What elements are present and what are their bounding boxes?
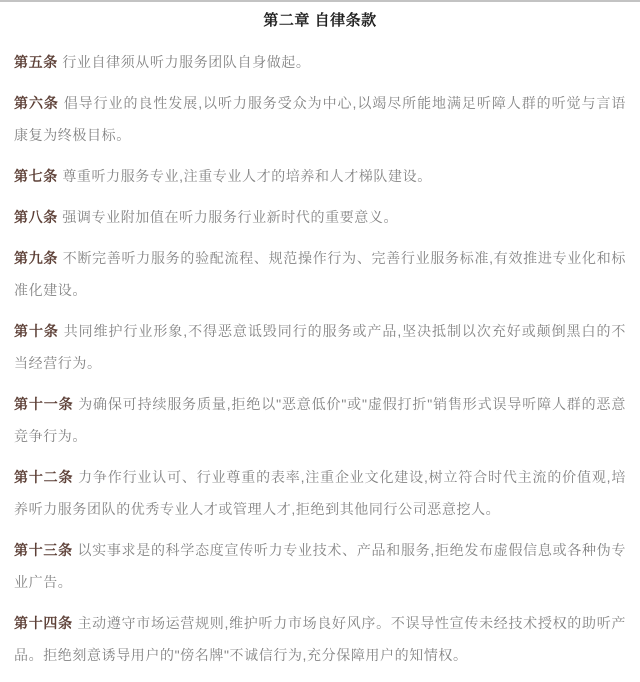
article-text: 共同维护行业形象,不得恶意诋毁同行的服务或产品,坚决抵制以次充好或颠倒黑白的不当经营行为。 [14, 323, 626, 371]
article-number: 第十四条 [14, 615, 73, 631]
article-text: 以实事求是的科学态度宣传听力专业技术、产品和服务,拒绝发布虚假信息或各种伪专业广告。 [14, 542, 627, 590]
article-item [14, 607, 626, 671]
article-item [14, 46, 626, 78]
article-text: 强调专业附加值在听力服务行业新时代的重要意义。 [62, 209, 399, 225]
article-text: 主动遵守市场运营规则,维护听力市场良好风序。不误导性宣传未经技术授权的助听产品。拒绝刻意诱导用户的"傍名牌"不诚信行为,充分保障用户的知情权。 [14, 615, 627, 663]
article-number: 第五条 [14, 54, 58, 70]
article-text: 倡导行业的良性发展,以听力服务受众为中心,以竭尽所能地满足听障人群的听觉与言语康复为终极目标。 [14, 95, 626, 143]
document-body [0, 2, 640, 671]
article-number: 第八条 [14, 209, 58, 225]
article-number: 第六条 [14, 95, 59, 111]
article-text: 尊重听力服务专业,注重专业人才的培养和人才梯队建设。 [62, 168, 432, 184]
article-number: 第九条 [14, 250, 59, 266]
article-item [14, 160, 626, 192]
article-number: 第七条 [14, 168, 58, 184]
article-number: 第十三条 [14, 542, 73, 558]
article-text: 不断完善听力服务的验配流程、规范操作行为、完善行业服务标准,有效推进专业化和标准化建设。 [14, 250, 626, 298]
article-text: 为确保可持续服务质量,拒绝以"恶意低价"或"虚假打折"销售形式误导听障人群的恶意竞争行为。 [14, 396, 626, 444]
article-item [14, 201, 626, 233]
article-number: 第十二条 [14, 469, 74, 485]
chapter-title: 第二章 自律条款 [263, 12, 377, 29]
article-text: 行业自律须从听力服务团队自身做起。 [62, 54, 311, 70]
article-text: 力争作行业认可、行业尊重的表率,注重企业文化建设,树立符合时代主流的价值观,培养听力服务团队的优秀专业人才或管理人才,拒绝到其他同行公司恶意挖人。 [14, 469, 626, 517]
article-item [14, 87, 626, 151]
article-number: 第十一条 [14, 396, 74, 412]
article-item [14, 242, 626, 306]
article-number: 第十条 [14, 323, 59, 339]
article-item [14, 534, 626, 598]
article-item [14, 315, 626, 379]
article-item [14, 461, 626, 525]
article-item [14, 388, 626, 452]
